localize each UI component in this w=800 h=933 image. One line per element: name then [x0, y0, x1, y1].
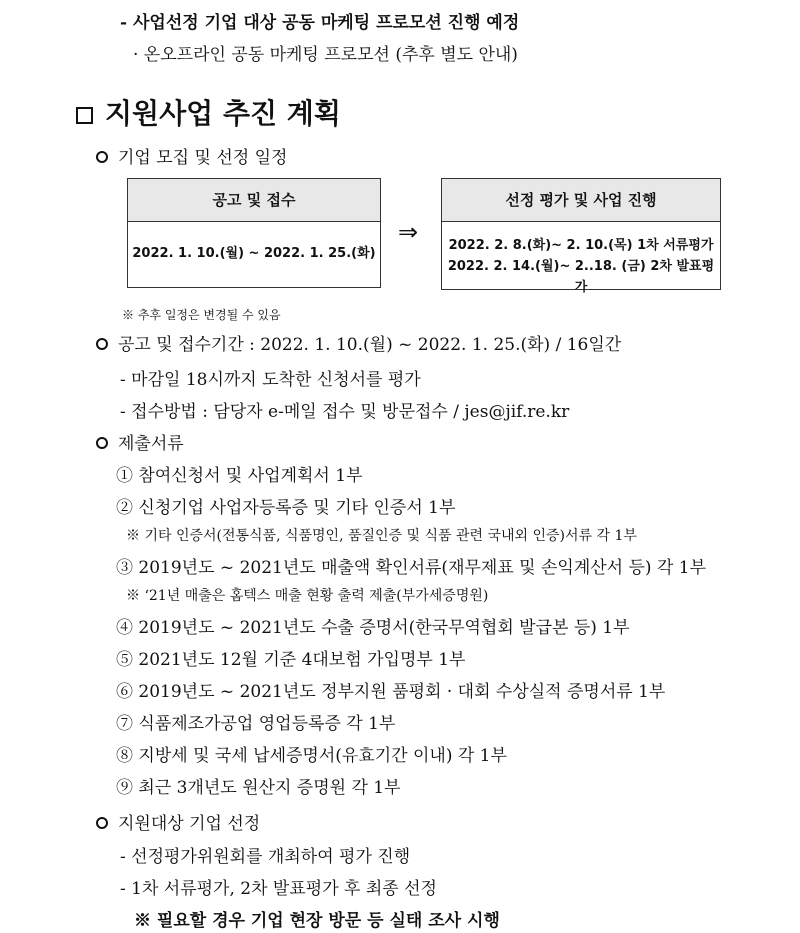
- document-item: ① 참여신청서 및 사업계획서 1부: [116, 466, 363, 486]
- selection-note: ※ 필요할 경우 기업 현장 방문 등 실태 조사 시행: [134, 911, 500, 931]
- schedule-heading: 기업 모집 및 선정 일정: [96, 143, 287, 168]
- document-item: ② 신청기업 사업자등록증 및 기타 인증서 1부: [116, 498, 456, 518]
- evaluation-box-header: 선정 평가 및 사업 진행: [442, 179, 720, 222]
- selection-item: - 선정평가위원회를 개최하여 평가 진행: [120, 847, 411, 867]
- deadline-item: - 마감일 18시까지 도착한 신청서를 평가: [120, 370, 421, 390]
- application-heading: 공고 및 접수기간 : 2022. 1. 10.(월) ~ 2022. 1. 25.(화) / 16일간: [96, 330, 621, 355]
- schedule-note: ※ 추후 일정은 변경될 수 있음: [122, 308, 281, 322]
- document-item: ⑥ 2019년도 ~ 2021년도 정부지원 품평회 · 대회 수상실적 증명서류 1부: [116, 682, 666, 702]
- selection-heading: 지원대상 기업 선정: [96, 809, 260, 834]
- document-item: ⑨ 최근 3개년도 원산지 증명원 각 1부: [116, 778, 401, 798]
- circle-bullet-icon: [96, 151, 108, 163]
- document-item: ④ 2019년도 ~ 2021년도 수출 증명서(한국무역협회 발급본 등) 1부: [116, 618, 630, 638]
- document-item: ⑦ 식품제조가공업 영업등록증 각 1부: [116, 714, 396, 734]
- circle-bullet-icon: [96, 817, 108, 829]
- promotion-subline: · 온오프라인 공동 마케팅 프로모션 (추후 별도 안내): [133, 45, 518, 65]
- documents-heading: 제출서류: [96, 429, 184, 454]
- document-note: ※ 기타 인증서(전통식품, 식품명인, 품질인증 및 식품 관련 국내외 인증)서류 각 1부: [126, 528, 637, 544]
- document-item: ⑧ 지방세 및 국세 납세증명서(유효기간 이내) 각 1부: [116, 746, 507, 766]
- circle-bullet-icon: [96, 437, 108, 449]
- evaluation-round1: 2022. 2. 8.(화)~ 2. 10.(목) 1차 서류평가: [448, 238, 714, 253]
- right-double-arrow-icon: ⇒: [398, 218, 419, 246]
- evaluation-box: [441, 178, 721, 295]
- section-title: 지원사업 추진 계획: [76, 92, 341, 132]
- document-item: ⑤ 2021년도 12월 기준 4대보험 가입명부 1부: [116, 650, 466, 670]
- document-note: ※ ‘21년 매출은 홈텍스 매출 현황 출력 제출(부가세증명원): [126, 588, 489, 604]
- evaluation-round2: 2022. 2. 14.(월)~ 2..18. (금) 2차 발표평가: [447, 259, 715, 295]
- checkbox-square-icon: [76, 107, 93, 124]
- announcement-box: [127, 178, 381, 288]
- circle-bullet-icon: [96, 338, 108, 350]
- promotion-line: - 사업선정 기업 대상 공동 마케팅 프로모션 진행 예정: [120, 13, 520, 33]
- submission-method-item: - 접수방법 : 담당자 e-메일 접수 및 방문접수 / jes@jif.re.kr: [120, 402, 570, 422]
- document-item: ③ 2019년도 ~ 2021년도 매출액 확인서류(재무제표 및 손익계산서 등) 각 1부: [116, 558, 707, 578]
- announcement-box-dates: 2022. 1. 10.(월) ~ 2022. 1. 25.(화): [132, 246, 376, 261]
- announcement-box-header: 공고 및 접수: [128, 179, 380, 222]
- selection-item: - 1차 서류평가, 2차 발표평가 후 최종 선정: [120, 879, 437, 899]
